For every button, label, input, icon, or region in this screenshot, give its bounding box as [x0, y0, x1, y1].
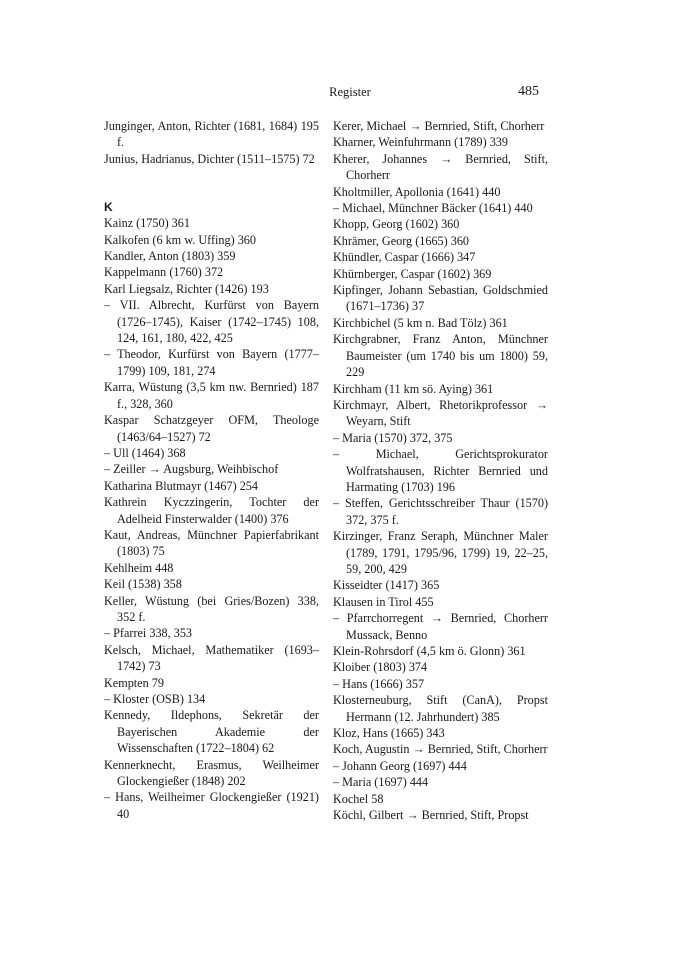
index-entry: – Michael, Gerichtsprokurator Wolfratshausen, Richter Bernried und Harmating (1703) 196 — [333, 447, 548, 494]
index-column-left — [104, 118, 319, 822]
index-entry: Kharner, Weinfuhrmann (1789) 339 — [333, 135, 508, 150]
index-entry: – Johann Georg (1697) 444 — [333, 758, 467, 773]
index-entry: Kloiber (1803) 374 — [333, 660, 428, 675]
section-letter-heading: K — [104, 200, 113, 215]
index-entry: – Steffen, Gerichtsschreiber Thaur (1570) 372, 375 f. — [333, 496, 548, 527]
index-entry: Khündler, Caspar (1666) 347 — [333, 250, 476, 265]
index-entry: Klosterneuburg, Stift (CanA), Propst Hermann (12. Jahrhundert) 385 — [333, 693, 548, 724]
running-header-title: Register — [329, 85, 371, 99]
index-entry: Kandler, Anton (1803) 359 — [104, 249, 236, 264]
index-entry: – Zeiller → Augsburg, Weihbischof — [104, 462, 279, 477]
index-entry: Kainz (1750) 361 — [104, 216, 190, 231]
index-entry: – Maria (1570) 372, 375 — [333, 430, 453, 445]
index-entry: Keil (1538) 358 — [104, 577, 182, 592]
index-entry: Khrämer, Georg (1665) 360 — [333, 233, 470, 248]
index-entry: – Hans (1666) 357 — [333, 676, 425, 691]
index-entry: Koch, Augustin → Bernried, Stift, Chorherr — [333, 742, 548, 757]
index-entry: Katharina Blutmayr (1467) 254 — [104, 478, 258, 493]
index-entry: – Pfarrchorregent → Bernried, Chorherr Mussack, Benno — [333, 611, 548, 642]
index-entry: Kelsch, Michael, Mathematiker (1693–1742) 73 — [104, 642, 319, 674]
index-entry: Khürnberger, Caspar (1602) 369 — [333, 266, 492, 281]
index-entry: Kirchgrabner, Franz Anton, Münchner Baumeister (um 1740 bis um 1800) 59, 229 — [333, 332, 548, 380]
index-entry: – Pfarrei 338, 353 — [104, 626, 193, 641]
index-entry: Kisseidter (1417) 365 — [333, 578, 440, 593]
index-entry: Köchl, Gilbert → Bernried, Stift, Propst — [333, 808, 529, 823]
index-entry: Karra, Wüstung (3,5 km nw. Bernried) 187 f., 328, 360 — [104, 380, 319, 411]
index-entry-list — [333, 118, 548, 823]
index-entry: – Kloster (OSB) 134 — [104, 692, 206, 706]
index-entry: Klausen in Tirol 455 — [333, 594, 434, 609]
index-entry: – VII. Albrecht, Kurfürst von Bayern (1726–1745), Kaiser (1742–1745) 108, 124, 161, 180, 422, 425 — [104, 298, 319, 346]
index-entry: Kaut, Andreas, Münchner Papierfabrikant (1803) 75 — [104, 527, 319, 559]
index-entry: Kherer, Johannes → Bernried, Stift, Chorherr — [333, 151, 548, 183]
index-entry: Kirchbichel (5 km n. Bad Tölz) 361 — [333, 315, 508, 330]
index-entry: Karl Liegsalz, Richter (1426) 193 — [104, 281, 269, 296]
index-column-right — [333, 118, 548, 823]
index-entry: Kalkofen (6 km w. Uffing) 360 — [104, 232, 256, 247]
index-entry: Kehlheim 448 — [104, 560, 174, 575]
index-entry: Junius, Hadrianus, Dichter (1511–1575) 72 — [104, 151, 315, 166]
index-entry: Kennedy, Ildephons, Sekretär der Bayerischen Akademie der Wissenschaften (1722–1804) 62 — [104, 708, 319, 756]
index-entry: – Ull (1464) 368 — [104, 445, 186, 460]
index-entry: Kathrein Kyczzingerin, Tochter der Adelheid Finsterwalder (1400) 376 — [104, 495, 319, 526]
index-entry: Klein-Rohrsdorf (4,5 km ö. Glonn) 361 — [333, 644, 526, 658]
page-number: 485 — [518, 84, 539, 99]
index-entry: Khopp, Georg (1602) 360 — [333, 217, 460, 232]
index-entry-list — [104, 215, 319, 822]
index-entry: – Theodor, Kurfürst von Bayern (1777–1799) 109, 181, 274 — [104, 347, 319, 378]
index-entry: Kirchham (11 km sö. Aying) 361 — [333, 381, 494, 396]
index-entry: Kloz, Hans (1665) 343 — [333, 726, 445, 741]
section-gap — [104, 167, 319, 199]
index-entry: Junginger, Anton, Richter (1681, 1684) 195 f. — [104, 119, 319, 150]
index-entry: Kempten 79 — [104, 675, 164, 690]
index-entry: – Michael, Münchner Bäcker (1641) 440 — [333, 201, 533, 216]
index-entry: Kennerknecht, Erasmus, Weilheimer Glockengießer (1848) 202 — [104, 757, 319, 789]
index-entry: Kirzinger, Franz Seraph, Münchner Maler (1789, 1791, 1795/96, 1799) 19, 22–25, 59, 200, 429 — [333, 529, 548, 576]
index-entry: Kipfinger, Johann Sebastian, Goldschmied (1671–1736) 37 — [333, 283, 548, 314]
index-entry: Kaspar Schatzgeyer OFM, Theologe (1463/64–1527) 72 — [104, 413, 319, 444]
index-entry: Kirchmayr, Albert, Rhetorikprofessor → Weyarn, Stift — [333, 397, 548, 429]
index-entry: – Hans, Weilheimer Glockengießer (1921) 40 — [104, 790, 319, 821]
index-entry: Kochel 58 — [333, 791, 384, 806]
index-entry: Kappelmann (1760) 372 — [104, 265, 224, 280]
index-entry: Keller, Wüstung (bei Gries/Bozen) 338, 352 f. — [104, 593, 319, 624]
index-entry: Kerer, Michael → Bernried, Stift, Chorherr — [333, 119, 545, 133]
index-entry: – Maria (1697) 444 — [333, 775, 429, 790]
index-entry: Kholtmiller, Apollonia (1641) 440 — [333, 184, 501, 199]
